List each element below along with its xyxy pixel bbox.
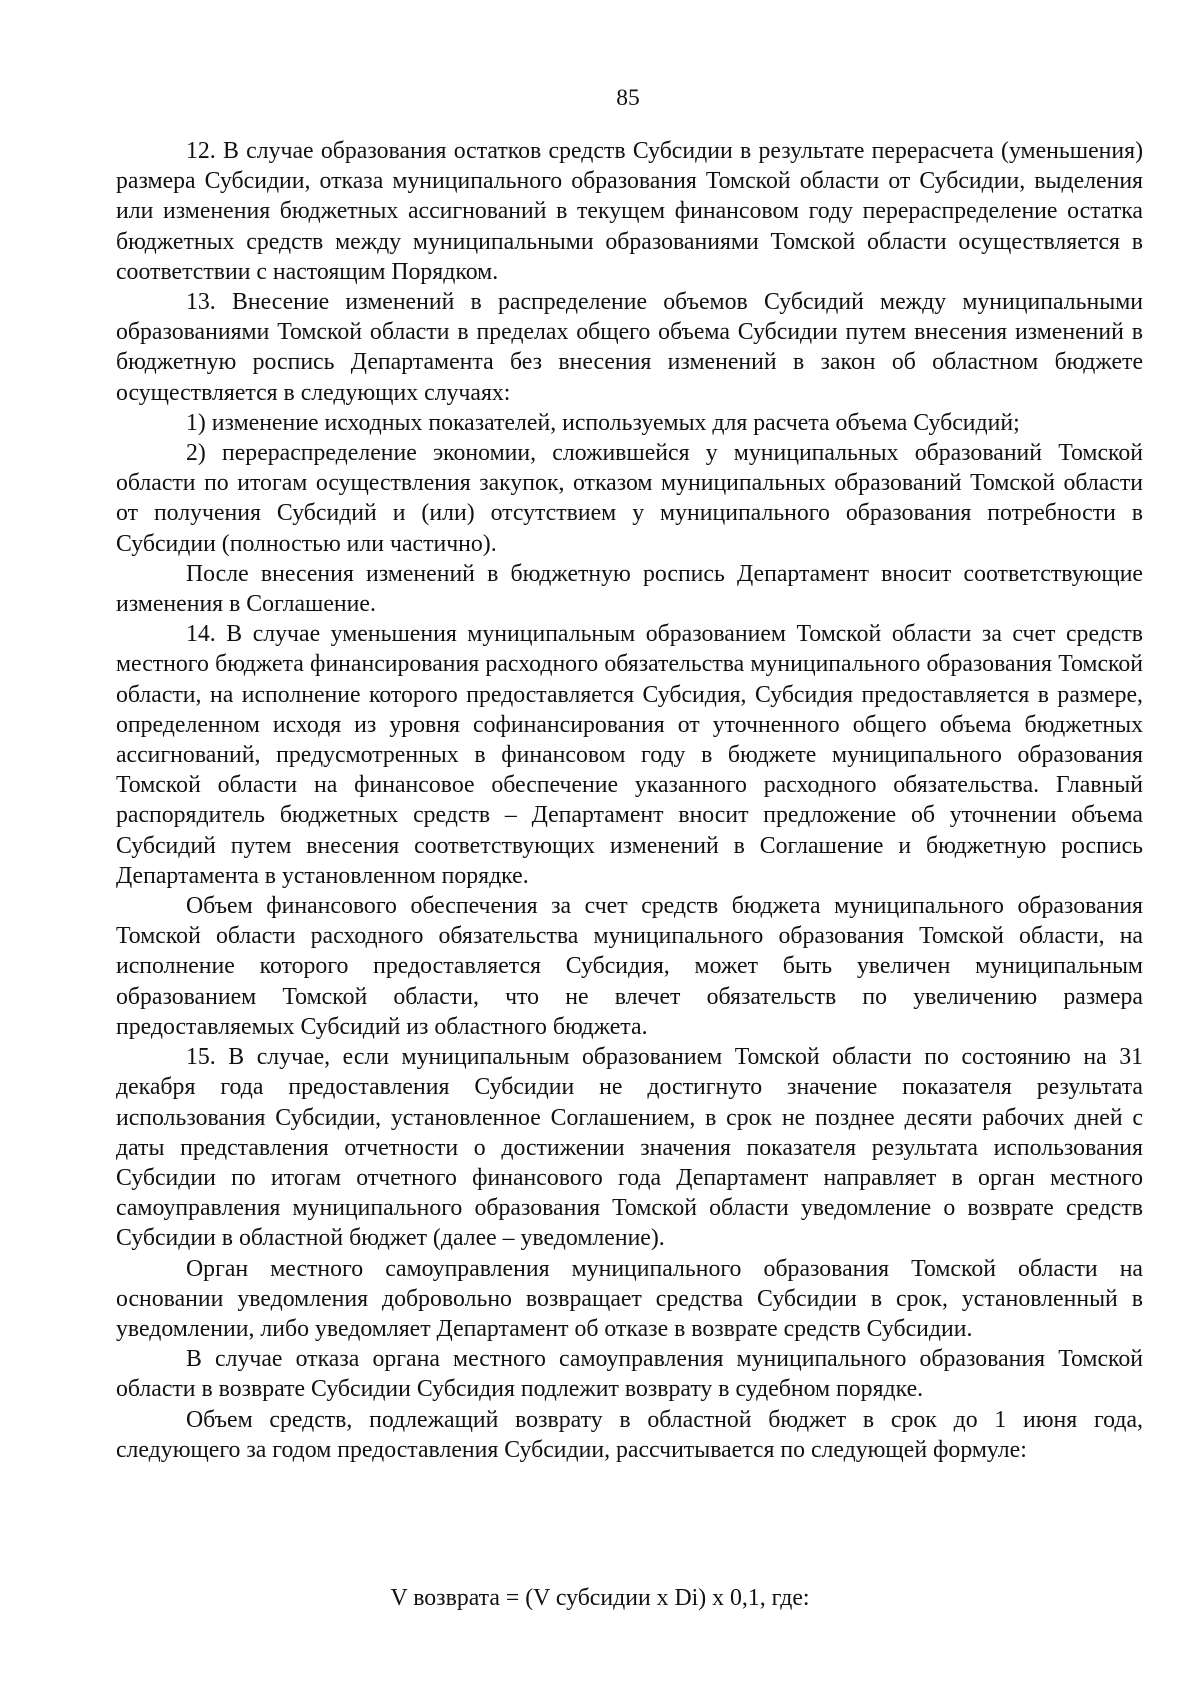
paragraph-refusal: В случае отказа органа местного самоуправления муниципального образования Томской области в возврате Субсидии Субсидия подлежит возврату в судебном порядке. <box>116 1346 1143 1403</box>
paragraph-return-volume: Объем средств, подлежащий возврату в областной бюджет в срок до 1 июня года, следующего за годом предоставления Субсидии, рассчитывается по следующей формуле: <box>116 1406 1143 1463</box>
paragraph-14: 14. В случае уменьшения муниципальным образованием Томской области за счет средств местного бюджета финансирования расходного обязательства муниципального образования Томской области, на исполнение которого предоставляется Субсидия, Субсидия предоставляется в размере, определенном исходя из уровня софинансирования от уточненного общего объема бюджетных ассигнований, предусмотренных в финансовом году в бюджете муниципального образования Томской области на финансовое обеспечение указанного расходного обязательства. Главный распорядитель бюджетных средств – Департамент вносит предложение об уточнении объема Субсидий путем внесения соответствующих изменений в Соглашение и бюджетную роспись Департамента в установленном порядке. <box>116 621 1143 889</box>
paragraph-12: 12. В случае образования остатков средств Субсидии в результате перерасчета (уменьшения) размера Субсидии, отказа муниципального образования Томской области от Субсидии, выделения или изменения бюджетных ассигнований в текущем финансовом году перераспределение остатка бюджетных средств между муниципальными образованиями Томской области осуществляется в соответствии с настоящим Порядком. <box>116 138 1143 285</box>
paragraph-15: 15. В случае, если муниципальным образованием Томской области по состоянию на 31 декабря года предоставления Субсидии не достигнуто значение показателя результата использования Субсидии, установленное Соглашением, в срок не позднее десяти рабочих дней с даты представления отчетности о достижении значения показателя результата использования Субсидии по итогам отчетного финансового года Департамент направляет в орган местного самоуправления муниципального образования Томской области уведомление о возврате средств Субсидии в областной бюджет (далее – уведомление). <box>116 1044 1143 1252</box>
paragraph-after-changes: После внесения изменений в бюджетную роспись Департамент вносит соответствующие изменения в Соглашение. <box>116 560 1143 618</box>
paragraph-13: 13. Внесение изменений в распределение объемов Субсидий между муниципальными образованиями Томской области в пределах общего объема Субсидии путем внесения изменений в бюджетную роспись Департамента без внесения изменений в закон об областном бюджете осуществляется в следующих случаях: <box>116 289 1143 406</box>
list-item-1: 1) изменение исходных показателей, используемых для расчета объема Субсидий; <box>186 409 1020 436</box>
return-formula: V возврата = (V субсидии x Di) x 0,1, где: <box>390 1585 810 1611</box>
paragraph-funding-volume: Объем финансового обеспечения за счет средств бюджета муниципального образования Томской области расходного обязательства муниципального образования Томской области, на исполнение которого предоставляется Субсидия, может быть увеличен муниципальным образованием Томской области, что не влечет обязательств по увеличению размера предоставляемых Субсидий из областного бюджета. <box>116 893 1143 1040</box>
page-number: 85 <box>616 85 640 111</box>
document-body <box>116 136 1143 1465</box>
list-item-2: 2) перераспределение экономии, сложившейся у муниципальных образований Томской области по итогам осуществления закупок, отказом муниципальных образований Томской области от получения Субсидий и (или) отсутствием у муниципального образования потребности в Субсидии (полностью или частично). <box>116 440 1143 557</box>
paragraph-local-authority: Орган местного самоуправления муниципального образования Томской области на основании уведомления добровольно возвращает средства Субсидии в срок, установленный в уведомлении, либо уведомляет Департамент об отказе в возврате средств Субсидии. <box>116 1255 1143 1342</box>
